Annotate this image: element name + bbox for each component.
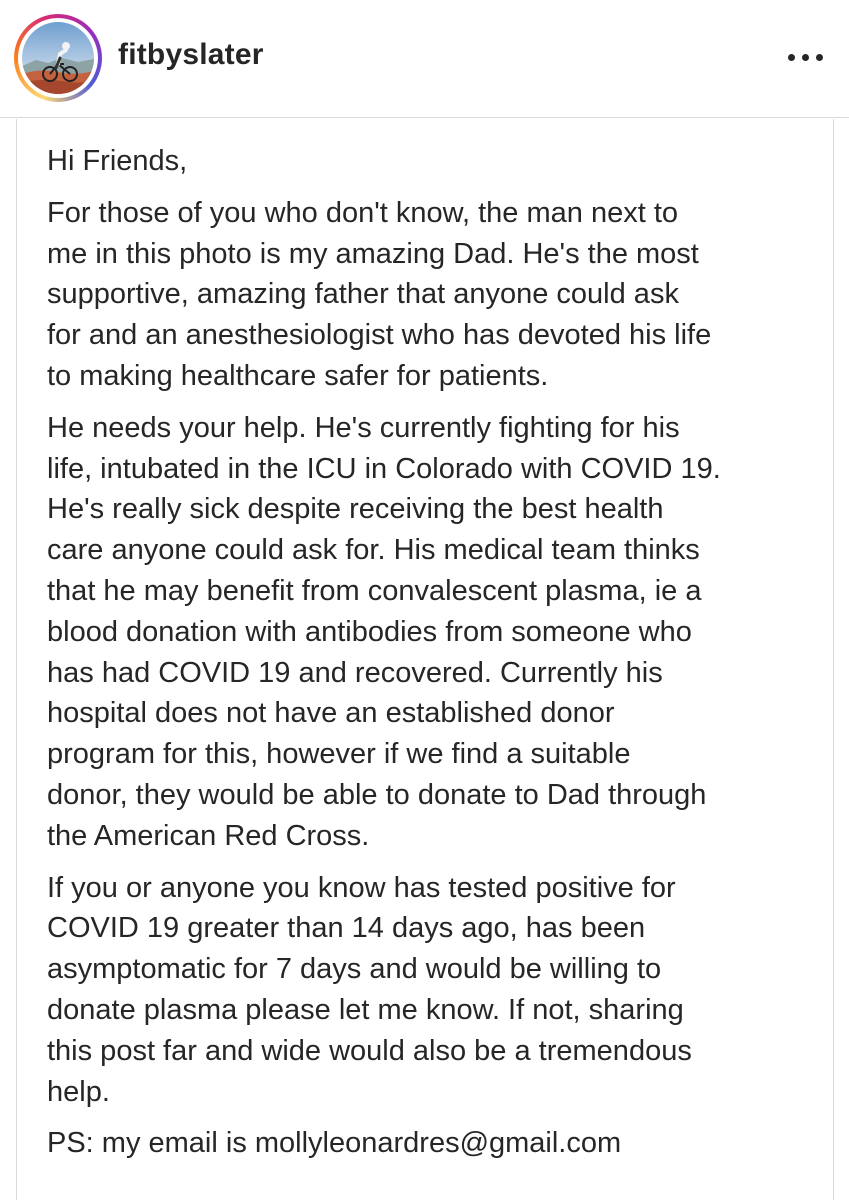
text-line: program for this, however if we find a suitable [47,738,631,771]
text-line: blood donation with antibodies from someone who [47,615,692,648]
post-text [47,141,827,1175]
text-line: for and an anesthesiologist who has devoted his life [47,319,712,352]
text-line: that he may benefit from convalescent plasma, ie a [47,574,702,607]
greeting-line: Hi Friends, [47,145,188,177]
greeting [47,141,827,182]
story-ring[interactable] [14,14,102,102]
text-line: to making healthcare safer for patients. [47,359,549,392]
text-line: donor, they would be able to donate to Dad through [47,778,707,811]
post-image [16,119,834,1200]
text-line: For those of you who don't know, the man next to [47,196,679,229]
paragraph-2 [47,408,827,857]
paragraph-3 [47,868,827,1113]
username[interactable]: fitbyslater [118,38,264,71]
text-line: donate plasma please let me know. If not, sharing [47,993,684,1026]
text-line: has had COVID 19 and recovered. Currently his [47,656,663,689]
text-line: care anyone could ask for. His medical team thinks [47,534,700,567]
paragraph-1 [47,193,827,397]
text-line: hospital does not have an established donor [47,697,615,730]
avatar-photo-icon [22,22,94,94]
post-header [0,0,849,118]
text-line: this post far and wide would also be a tremendous [47,1034,692,1067]
text-line: If you or anyone you know has tested positive for [47,871,676,904]
ps-line [47,1123,827,1164]
text-line: supportive, amazing father that anyone could ask [47,278,679,311]
more-options-icon[interactable] [786,54,826,66]
text-line: COVID 19 greater than 14 days ago, has been [47,912,646,945]
more-dot [788,54,795,61]
avatar[interactable] [22,22,94,94]
avatar-frame [18,18,98,98]
text-line: the American Red Cross. [47,819,370,852]
text-line: me in this photo is my amazing Dad. He's the most [47,237,699,270]
text-line: He needs your help. He's currently fighting for his [47,411,680,444]
text-line: asymptomatic for 7 days and would be willing to [47,953,662,986]
more-dot [816,54,823,61]
text-line: help. [47,1075,110,1108]
text-line: life, intubated in the ICU in Colorado with COVID 19. [47,452,721,485]
text-line: He's really sick despite receiving the best health [47,493,664,526]
more-dot [802,54,809,61]
ps-text: PS: my email is mollyleonardres@gmail.com [47,1127,622,1160]
